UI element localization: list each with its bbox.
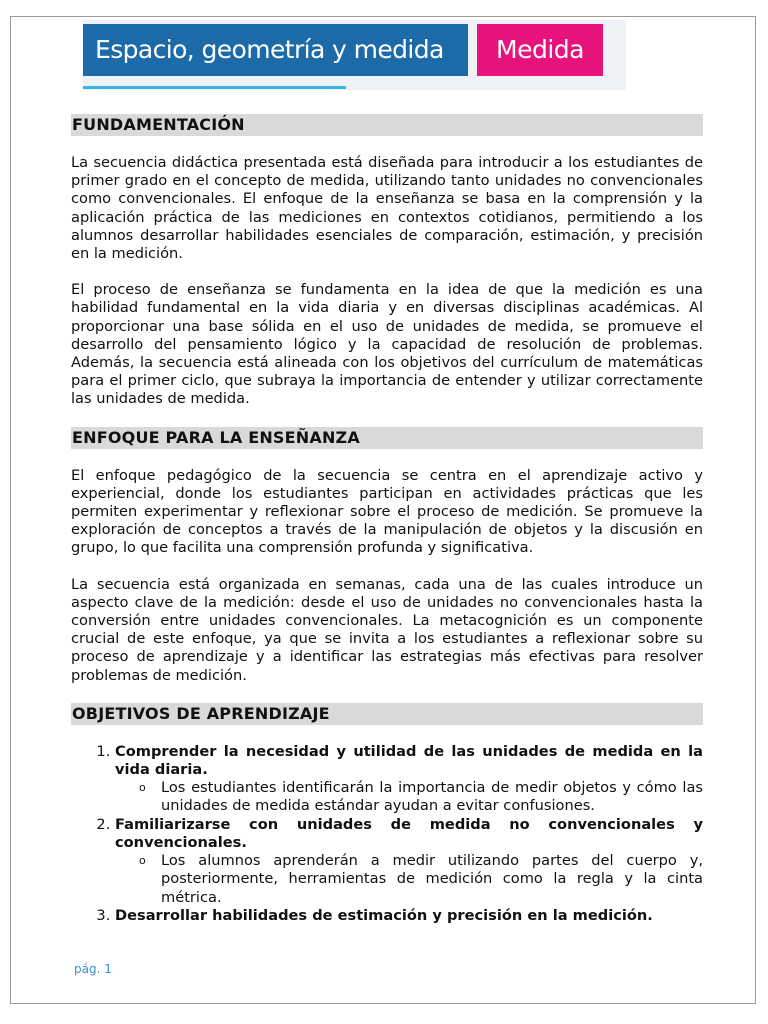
header-title-blue: Espacio, geometría y medida — [83, 24, 468, 76]
sub-list-item — [139, 779, 703, 815]
sub-list — [115, 779, 703, 815]
objective-detail: Los estudiantes identificarán la importancia de medir objetos y cómo las unidades de medida estándar ayudan a evitar confusiones. — [161, 779, 703, 815]
section-heading-fundamentacion: FUNDAMENTACIÓN — [71, 114, 703, 136]
sub-list — [115, 852, 703, 907]
objective-title: Comprender la necesidad y utilidad de las unidades de medida en la vida diaria. — [115, 742, 703, 779]
objective-detail: Los alumnos aprenderán a medir utilizando partes del cuerpo y, posteriormente, herramientas de medición como la regla y la cinta métrica. — [161, 852, 703, 906]
header-accent-line — [83, 86, 346, 89]
paragraph: El proceso de enseñanza se fundamenta en la idea de que la medición es una habilidad fundamental en la vida diaria y en diversas disciplinas académicas. Al proporcionar una base sólida en el uso de unidades de medida, se promueve el desarrollo del pensamiento lógico y la capacidad de resolución de problemas. Además, la secuencia está alineada con los objetivos del currículum de matemáticas para el primer ciclo, que subraya la importancia de entender y utilizar correctamente las unidades de medida. — [71, 281, 703, 408]
section-heading-enfoque: ENFOQUE PARA LA ENSEÑANZA — [71, 427, 703, 449]
document-body — [71, 114, 703, 925]
paragraph: El enfoque pedagógico de la secuencia se centra en el aprendizaje activo y experiencial, donde los estudiantes participan en actividades prácticas que les permiten experimentar y reflexionar sobre el proceso de medición. Se promueve la exploración de conceptos a través de la manipulación de objetos y la discusión en grupo, lo que facilita una comprensión profunda y significativa. — [71, 466, 703, 557]
circle-bullet-icon: o — [139, 854, 146, 868]
paragraph: La secuencia didáctica presentada está diseñada para introducir a los estudiantes de primer grado en el concepto de medida, utilizando tanto unidades no convencionales como convencionales. El enfoque de la enseñanza se basa en la comprensión y la aplicación práctica de las mediciones en contextos cotidianos, permitiendo a los alumnos desarrollar habilidades esenciales de comparación, estimación, y precisión en la medición. — [71, 154, 703, 263]
paragraph: La secuencia está organizada en semanas, cada una de las cuales introduce un aspecto clave de la medición: desde el uso de unidades no convencionales hasta la conversión entre unidades convencionales. La metacognición es un componente crucial de este enfoque, ya que se invita a los estudiantes a reflexionar sobre su proceso de aprendizaje y a identificar las estrategias más efectivas para resolver problemas de medición. — [71, 575, 703, 684]
objective-title: Familiarizarse con unidades de medida no convencionales y convencionales. — [115, 815, 703, 851]
list-item — [115, 743, 703, 816]
section-heading-objetivos: OBJETIVOS DE APRENDIZAJE — [71, 703, 703, 725]
circle-bullet-icon: o — [139, 781, 146, 795]
sub-list-item — [139, 852, 703, 907]
list-item — [115, 816, 703, 907]
page-number: pág. 1 — [74, 962, 112, 976]
list-item — [115, 907, 703, 925]
header-title-pink: Medida — [477, 24, 603, 76]
objectives-list — [71, 743, 703, 925]
objective-title: Desarrollar habilidades de estimación y precisión en la medición. — [115, 906, 653, 924]
